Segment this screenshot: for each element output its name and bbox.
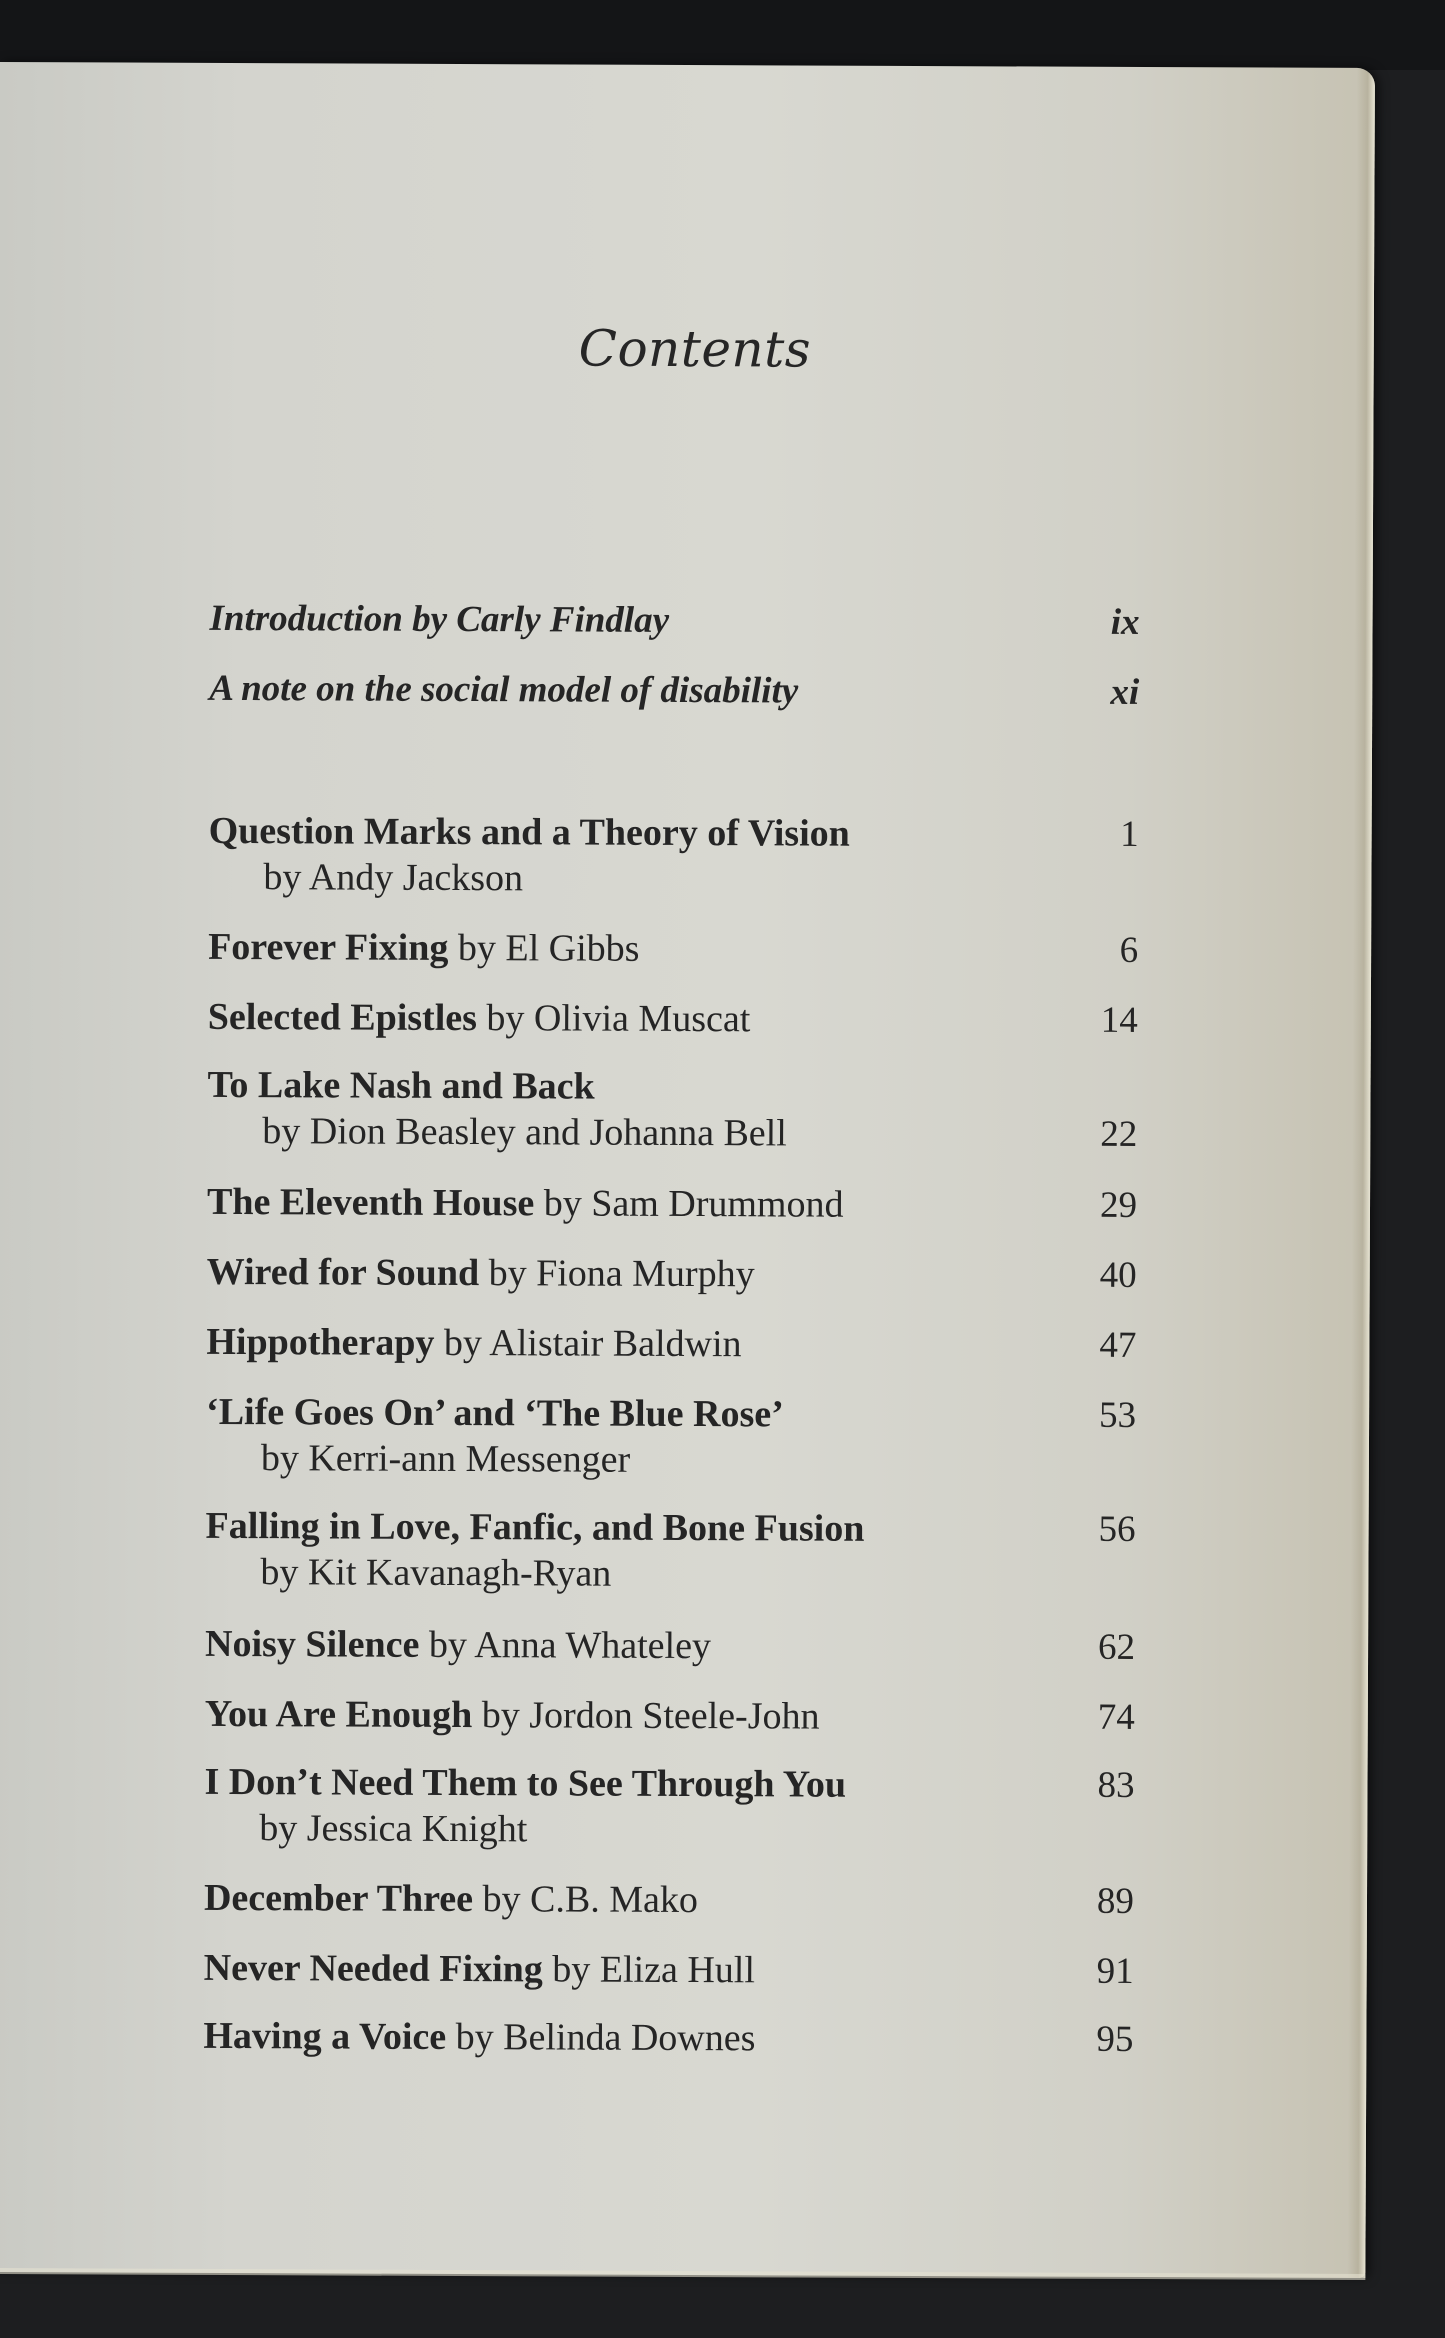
page-number: 1 — [1120, 813, 1139, 855]
entry-byline: by Eliza Hull — [552, 1948, 756, 1992]
entry-title: Hippotherapy — [206, 1320, 435, 1364]
toc-entry — [205, 1691, 1135, 1741]
contents-heading: Contents — [578, 319, 812, 379]
entry-byline: by El Gibbs — [457, 927, 640, 970]
entry-title: The Eleventh House — [206, 1180, 535, 1225]
page-number: 83 — [1097, 1764, 1135, 1806]
entry-title: Wired for Sound — [206, 1250, 480, 1295]
entry-text: A note on the social model of disability — [209, 667, 799, 712]
toc-entry — [205, 1621, 1135, 1671]
page-number: 14 — [1100, 999, 1138, 1041]
page-number: 62 — [1098, 1626, 1136, 1668]
page-bottom-edge — [0, 2268, 1365, 2280]
background-top — [0, 0, 1445, 70]
entry-title: Selected Epistles — [207, 995, 478, 1040]
entry-byline: by Sam Drummond — [543, 1182, 844, 1226]
toc-entry — [206, 1389, 1136, 1485]
entry-text: Introduction by Carly Findlay — [209, 597, 670, 641]
entry-title: Noisy Silence — [205, 1622, 420, 1666]
page-number: 74 — [1097, 1696, 1135, 1738]
toc-entry — [204, 1759, 1134, 1855]
page-number: 95 — [1096, 2018, 1134, 2060]
toc-entry — [207, 1179, 1137, 1229]
toc-entry — [207, 1249, 1137, 1299]
entry-byline: by Belinda Downes — [455, 2016, 756, 2060]
entry-title: ‘Life Goes On’ and ‘The Blue Rose’ — [206, 1390, 784, 1436]
entry-title: December Three — [203, 1876, 474, 1921]
entry-title: Falling in Love, Fanfic, and Bone Fusion — [205, 1504, 865, 1550]
entry-title: You Are Enough — [204, 1692, 473, 1737]
entry-title: I Don’t Need Them to See Through You — [204, 1760, 847, 1806]
page-number: 47 — [1099, 1324, 1137, 1366]
page-number: xi — [1110, 671, 1140, 713]
entry-byline: by Kit Kavanagh-Ryan — [260, 1551, 612, 1595]
toc-entry — [208, 808, 1138, 904]
toc-entry — [204, 1945, 1134, 1995]
entry-byline: by Andy Jackson — [263, 856, 524, 900]
toc-entry — [208, 924, 1138, 974]
entry-byline: by Fiona Murphy — [488, 1252, 755, 1296]
entry-byline: by C.B. Mako — [482, 1878, 699, 1922]
page-number: 56 — [1098, 1508, 1136, 1550]
page-number: 89 — [1096, 1880, 1135, 1922]
entry-byline: by Jordon Steele-John — [481, 1694, 820, 1738]
page-number: 29 — [1099, 1184, 1138, 1226]
toc-entry-introduction — [209, 596, 1139, 646]
entry-byline: by Alistair Baldwin — [443, 1321, 742, 1366]
entry-title: Forever Fixing — [208, 925, 449, 969]
page-number: 6 — [1119, 929, 1139, 971]
entry-byline: by Dion Beasley and Johanna Bell — [262, 1110, 787, 1155]
toc-entry — [205, 1503, 1135, 1599]
toc-entry — [208, 994, 1138, 1044]
page-number: 91 — [1096, 1950, 1134, 1992]
entry-byline: by Jessica Knight — [259, 1807, 528, 1851]
page-edge — [1347, 68, 1375, 2278]
page-number: 40 — [1099, 1254, 1137, 1296]
entry-byline: by Olivia Muscat — [486, 997, 751, 1041]
page-number: 53 — [1099, 1394, 1137, 1436]
toc-entry — [207, 1062, 1137, 1158]
page-number: 22 — [1100, 1113, 1138, 1155]
book-page — [0, 62, 1375, 2278]
page-number: ix — [1110, 601, 1140, 643]
toc-entry — [206, 1319, 1136, 1369]
entry-title: Question Marks and a Theory of Vision — [208, 809, 850, 855]
toc-entry-social-model-note — [209, 666, 1139, 716]
entry-title: Never Needed Fixing — [203, 1946, 543, 1991]
toc-entry — [204, 1875, 1134, 1925]
entry-title: To Lake Nash and Back — [207, 1063, 595, 1108]
entry-title: Having a Voice — [203, 2014, 447, 2058]
entry-byline: by Anna Whateley — [428, 1623, 712, 1668]
toc-entry — [203, 2013, 1133, 2063]
entry-byline: by Kerri-ann Messenger — [260, 1437, 631, 1481]
